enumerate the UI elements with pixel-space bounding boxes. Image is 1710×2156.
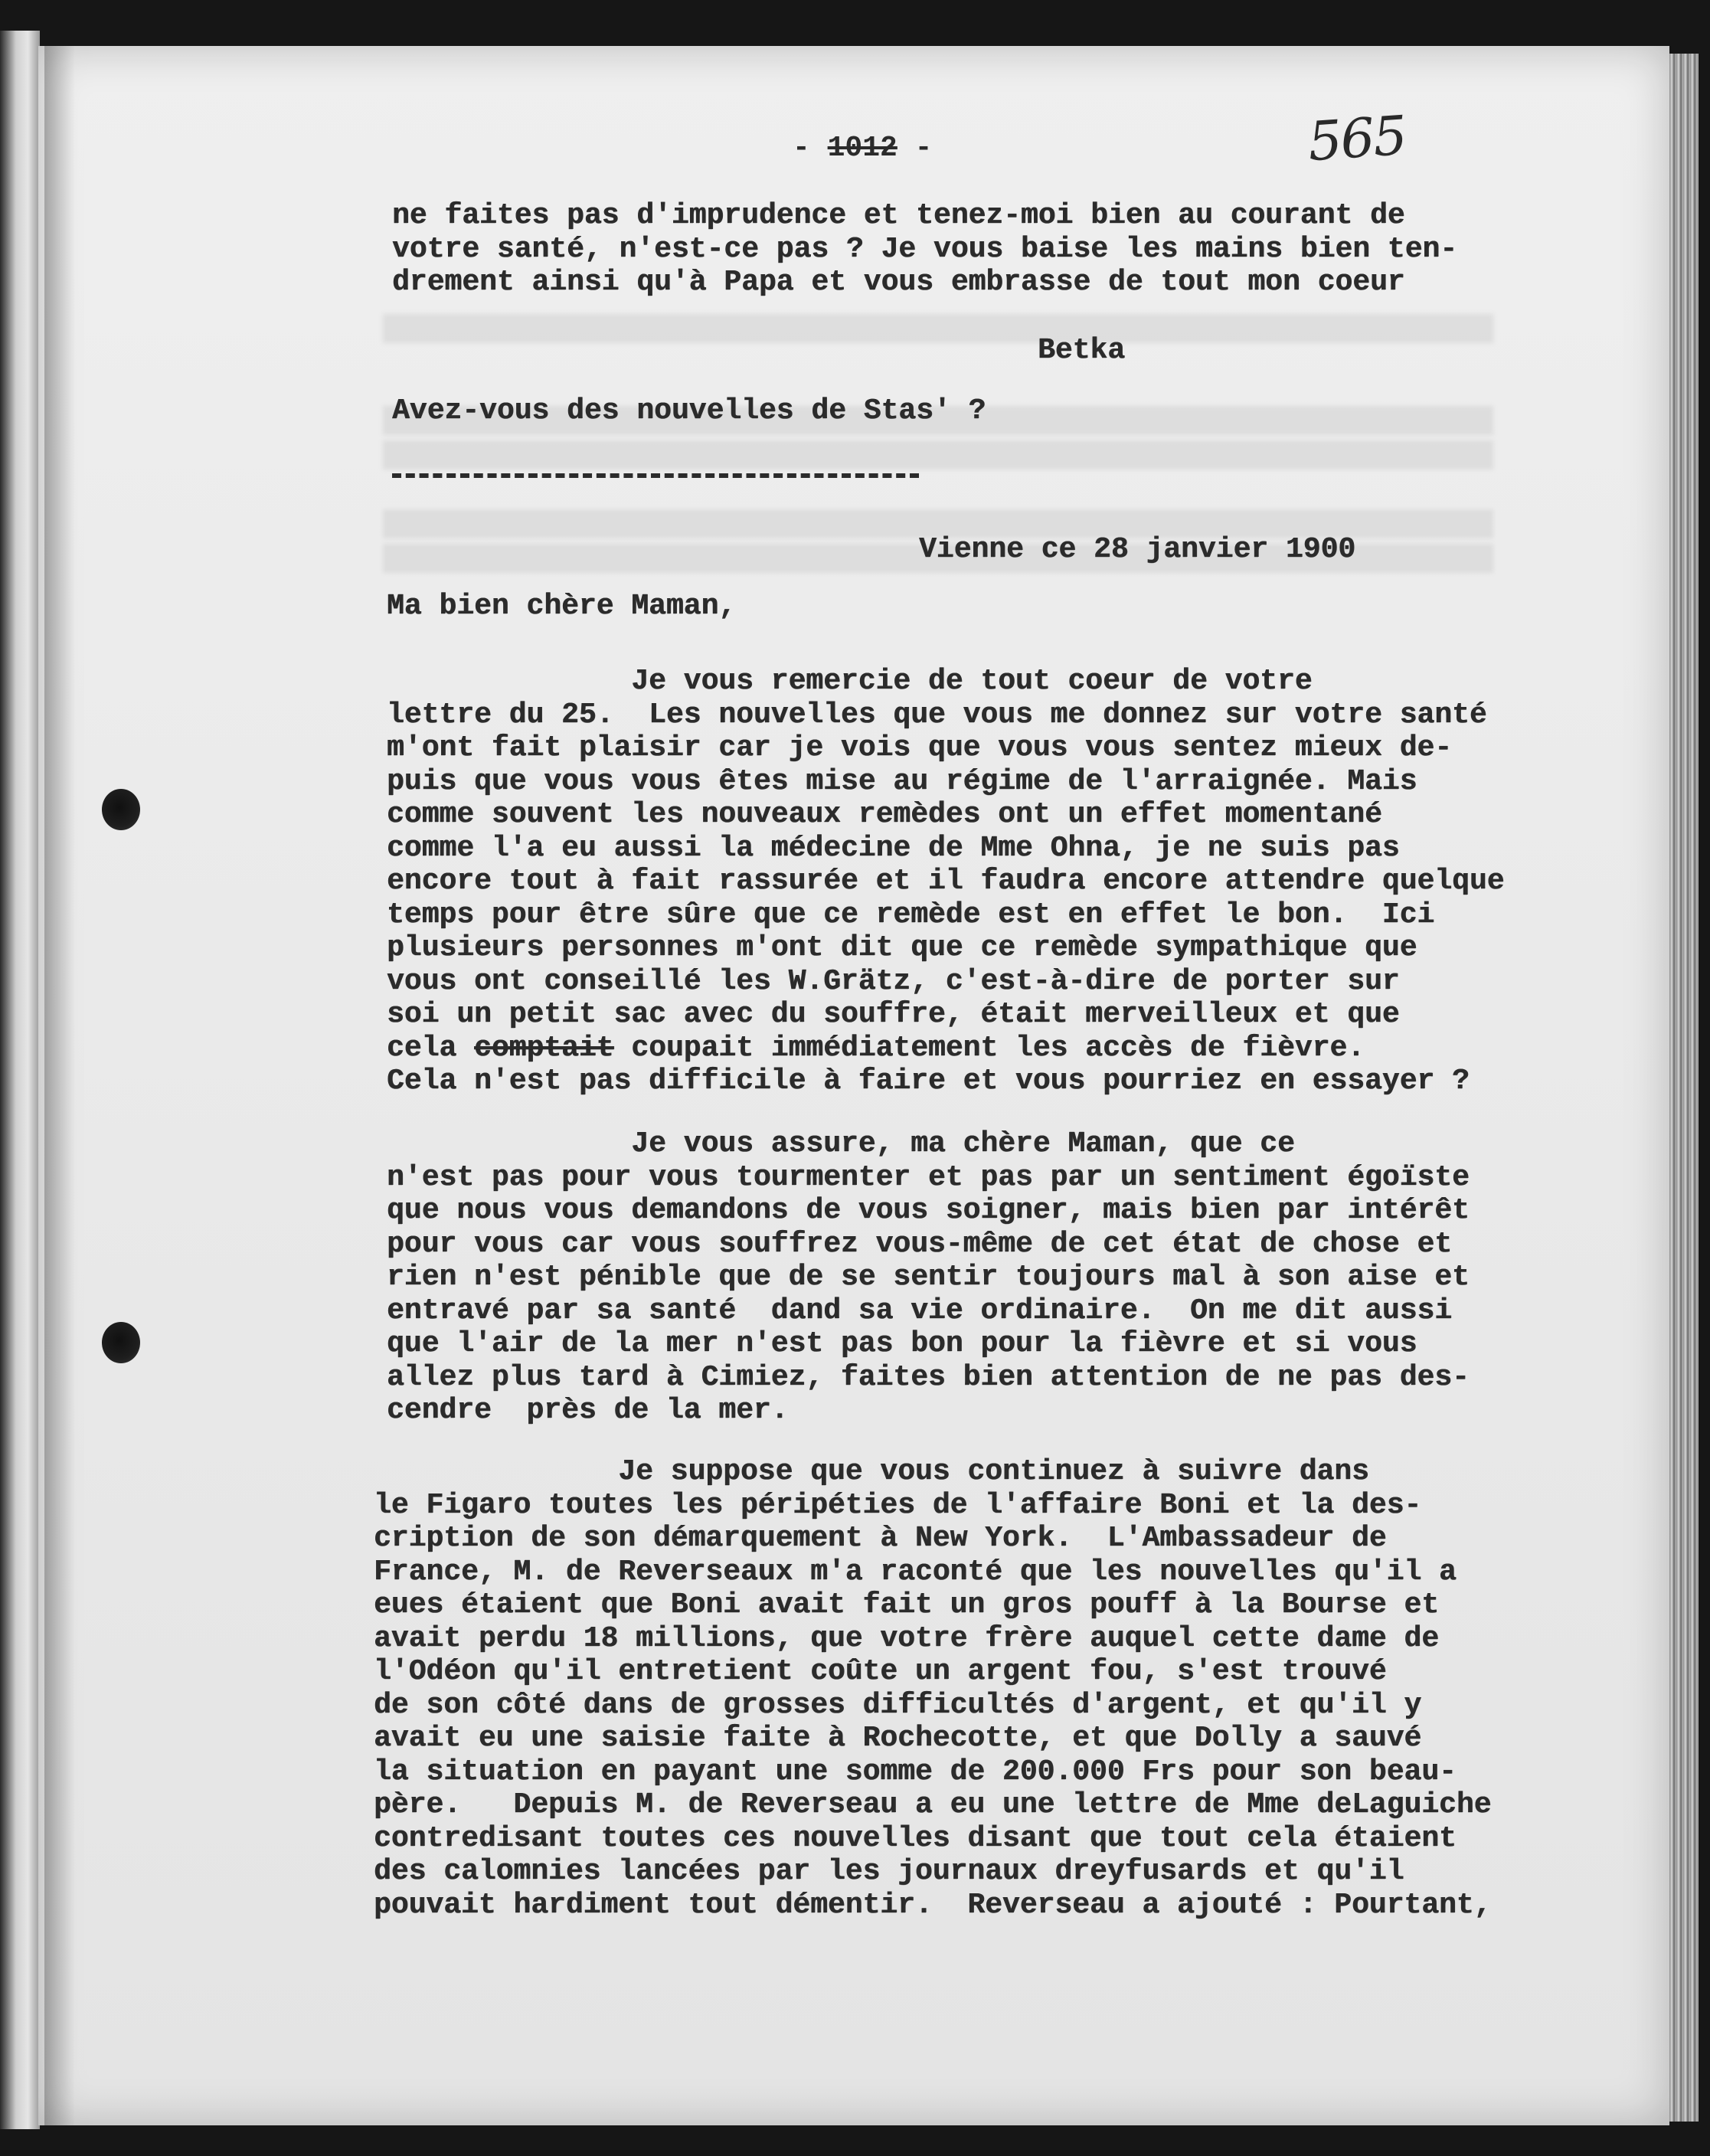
bleed-through <box>383 440 1493 469</box>
text-line: comme souvent les nouveaux remèdes ont un effet momentané <box>387 798 1382 831</box>
text-line: puis que vous vous êtes mise au régime de l'arraignée. Mais <box>387 764 1417 798</box>
paragraph-1 <box>387 665 1504 1098</box>
text-line: avait perdu 18 millions, que votre frère auquel cette dame de <box>374 1621 1440 1655</box>
text-line: encore tout à fait rassurée et il faudra encore attendre quelque <box>387 865 1505 898</box>
folio-suffix: - <box>914 132 933 165</box>
struck-word: comptait <box>474 1031 614 1065</box>
text-line: de son côté dans de grosses difficultés d'argent, et qu'il y <box>374 1688 1422 1722</box>
text-line: plusieurs personnes m'ont dit que ce remède sympathique que <box>387 931 1417 964</box>
text-line: avait eu une saisie faite à Rochecotte, et que Dolly a sauvé <box>374 1722 1422 1755</box>
text-line: le Figaro toutes les péripéties de l'affaire Boni et la des- <box>374 1488 1422 1522</box>
text-line: temps pour être sûre que ce remède est en effet le bon. Ici <box>387 898 1435 931</box>
handwritten-page-number: 565 <box>1306 103 1408 174</box>
previous-letter-closing <box>392 199 1457 299</box>
signature-betka: Betka <box>1038 334 1126 367</box>
text-line: pouvait hardiment tout démentir. Reverseau a ajouté : Pourtant, <box>374 1888 1492 1922</box>
binder-edge <box>0 31 40 2129</box>
page-folio <box>793 132 932 165</box>
salutation: Ma bien chère Maman, <box>387 590 737 623</box>
text-line: que nous vous demandons de vous soigner, mais bien par intérêt <box>387 1194 1470 1227</box>
text-line: Je vous remercie de tout coeur de votre <box>387 665 1313 698</box>
text-line: comme l'a eu aussi la médecine de Mme Ohna, je ne suis pas <box>387 831 1400 865</box>
closing-line: drement ainsi qu'à Papa et vous embrasse de tout mon coeur <box>392 266 1405 299</box>
paragraph-2 <box>387 1127 1470 1428</box>
folio-struck-number: 1012 <box>827 132 898 165</box>
text-line: cription de son démarquement à New York. L'Ambassadeur de <box>374 1522 1387 1555</box>
text-line-with-strikeout <box>387 1032 1504 1065</box>
folio-prefix: - <box>793 132 810 165</box>
punch-hole-top <box>102 789 140 830</box>
text-line: n'est pas pour vous tourmenter et pas par un sentiment égoïste <box>387 1160 1470 1194</box>
closing-line: votre santé, n'est-ce pas ? Je vous baise les mains bien ten- <box>392 232 1458 266</box>
text-line: rien n'est pénible que de se sentir toujours mal à son aise et <box>387 1261 1470 1294</box>
text-line: père. Depuis M. de Reverseau a eu une lettre de Mme deLaguiche <box>374 1788 1492 1821</box>
text-line: France, M. de Reverseaux m'a raconté que les nouvelles qu'il a <box>374 1555 1457 1588</box>
text-fragment: cela <box>387 1031 475 1065</box>
paragraph-3 <box>374 1455 1491 1922</box>
closing-line: ne faites pas d'imprudence et tenez-moi bien au courant de <box>392 199 1405 232</box>
text-line: Je suppose que vous continuez à suivre dans <box>374 1455 1369 1488</box>
text-line: vous ont conseillé les W.Grätz, c'est-à-dire de porter sur <box>387 964 1400 998</box>
text-line: l'Odéon qu'il entretient coûte un argent fou, s'est trouvé <box>374 1655 1387 1688</box>
postscript: Avez-vous des nouvelles de Stas' ? <box>392 394 986 427</box>
text-line: entravé par sa santé dand sa vie ordinaire. On me dit aussi <box>387 1294 1453 1327</box>
letter-separator-line <box>392 473 919 478</box>
text-line: cendre près de la mer. <box>387 1394 789 1427</box>
text-line: pour vous car vous souffrez vous-même de cet état de chose et <box>387 1227 1453 1261</box>
text-line: que l'air de la mer n'est pas bon pour la fièvre et si vous <box>387 1327 1417 1360</box>
text-line: contredisant toutes ces nouvelles disant que tout cela étaient <box>374 1821 1457 1855</box>
text-line: Je vous assure, ma chère Maman, que ce <box>387 1127 1295 1160</box>
text-line: soi un petit sac avec du souffre, était merveilleux et que <box>387 998 1400 1031</box>
text-line: la situation en payant une somme de 200.000 Frs pour son beau- <box>374 1755 1457 1788</box>
text-line: des calomnies lancées par les journaux dreyfusards et qu'il <box>374 1855 1404 1888</box>
place-date: Vienne ce 28 janvier 1900 <box>919 533 1356 566</box>
text-line: m'ont fait plaisir car je vois que vous vous sentez mieux de- <box>387 731 1453 764</box>
fold-shadow <box>44 46 75 2125</box>
text-line: Cela n'est pas difficile à faire et vous pourriez en essayer ? <box>387 1065 1470 1098</box>
text-line: lettre du 25. Les nouvelles que vous me donnez sur votre santé <box>387 698 1487 731</box>
bleed-through <box>383 314 1493 343</box>
text-line: eues étaient que Boni avait fait un gros pouff à la Bourse et <box>374 1588 1440 1621</box>
text-line: allez plus tard à Cimiez, faites bien attention de ne pas des- <box>387 1360 1470 1394</box>
punch-hole-bottom <box>102 1322 140 1363</box>
text-fragment: coupait immédiatement les accès de fièvre. <box>613 1031 1365 1065</box>
stacked-page-edges <box>1669 54 1699 2122</box>
